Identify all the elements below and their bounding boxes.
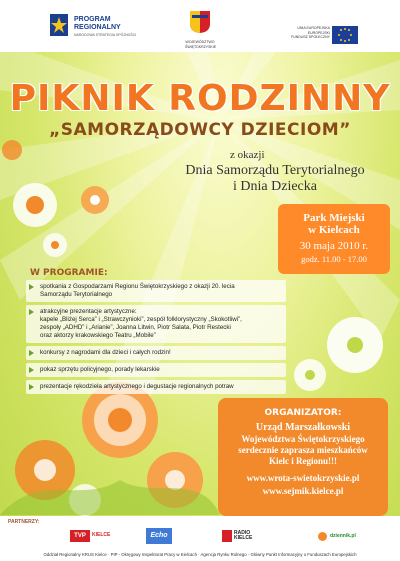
program-item [26, 363, 286, 377]
program-item [26, 305, 286, 343]
echo-mark: Echo [146, 528, 172, 544]
eu-text [284, 26, 330, 40]
program-star-icon [50, 14, 68, 36]
program-item [26, 346, 286, 360]
bullet-arrow-icon [29, 284, 34, 290]
dziennik-logo [318, 528, 372, 544]
tvp-logo [70, 528, 110, 544]
voivodeship-line2: ŚWIĘTOKRZYSKIE [185, 45, 217, 49]
dziennik-dot-icon [318, 532, 327, 541]
tvp-mark: TVP [70, 530, 90, 542]
voivodeship-logo [185, 10, 215, 49]
dziennik-mark: dziennik.pl [330, 533, 356, 539]
program-item [26, 280, 286, 302]
venue-date: 30 maja 2010 r. [299, 240, 369, 252]
organizer-line2: Województwa Świętokrzyskiego [241, 434, 365, 444]
organizer-box [218, 398, 388, 516]
eu-line1: UNIA EUROPEJSKA [297, 26, 330, 30]
program-item-line: pokaz sprzętu policyjnego, porady lekarskie [40, 366, 160, 373]
program-item-line: oraz aktorzy krakowskiego Teatru „Mobile” [40, 332, 156, 339]
program-line2: REGIONALNY [74, 24, 121, 31]
organizer-heading: ORGANIZATOR: [264, 408, 342, 418]
organizer-line3: serdecznie zaprasza mieszkańców [238, 445, 368, 455]
coat-of-arms-icon [189, 10, 211, 34]
radio-kielce-logo [222, 528, 262, 544]
tvp-sub: KIELCE [92, 532, 111, 538]
organizer-url1[interactable]: www.wrota-swietokrzyskie.pl [246, 473, 360, 483]
program-item [26, 380, 286, 394]
bullet-arrow-icon [29, 309, 34, 315]
program-item-line: kapele „Bliżej Serca” i „Strawczynioki”, zespół folklorystyczny „Skokotliwi”, [40, 316, 242, 323]
eu-flag-icon [332, 26, 358, 44]
flower-icon [2, 140, 22, 160]
organizer-url2[interactable]: www.sejmik.kielce.pl [262, 486, 344, 496]
flower-icon [43, 233, 67, 257]
flower-icon [13, 183, 57, 227]
program-line1: PROGRAM [74, 16, 111, 23]
program-item-line: Samorządu Terytorialnego [40, 291, 113, 298]
radio-line2: KIELCE [234, 535, 253, 541]
eu-line2: EUROPEJSKI [307, 30, 330, 35]
radio-icon [222, 530, 232, 542]
bullet-arrow-icon [29, 350, 34, 356]
venue-box [278, 204, 390, 274]
bullet-arrow-icon [29, 367, 34, 373]
venue-hours: godz. 11.00 - 17.00 [301, 254, 367, 264]
program-item-line: konkursy z nagrodami dla dzieci i całych rodzin! [40, 349, 171, 356]
partners-label: PARTNERZY: [8, 519, 40, 525]
echo-logo [146, 528, 172, 544]
page-subtitle: „SAMORZĄDOWCY DZIECIOM” [49, 120, 351, 140]
eu-line3: FUNDUSZ SPOŁECZNY [291, 35, 330, 39]
radio-text [234, 531, 252, 541]
radio-line1: RADIO [234, 530, 251, 536]
occasion-line2: i Dnia Dziecka [233, 179, 317, 194]
voivodeship-line1: WOJEWÓDZTWO [185, 40, 215, 44]
footer-institutions: Oddział Regionalny KRUS Kielce · PIP - Okręgowy Inspektorat Pracy w Kielcach · Agencja Rynku Rolnego · Główny Punkt Informacyjny o Funduszach Europejskich [43, 552, 357, 557]
occasion-intro: z okazji [230, 149, 265, 161]
program-item-line: atrakcyjne prezentacje artystyczne: [40, 308, 137, 315]
logo-bar [0, 0, 400, 52]
program-heading: W PROGRAMIE: [30, 268, 108, 278]
program-line3: NARODOWA STRATEGIA SPÓJNOŚCI [74, 33, 137, 37]
program-item-line: spotkania z Gospodarzami Regionu Świętokrzyskiego z okazji 20. lecia [40, 283, 235, 290]
venue-line1: Park Miejski [303, 212, 365, 224]
program-item-line: prezentacje rękodzieła artystycznego i degustacje regionalnych potraw [40, 383, 234, 390]
flower-icon [294, 359, 326, 391]
venue-line2: w Kielcach [308, 224, 360, 236]
page-title: PIKNIK RODZINNY [9, 78, 391, 119]
bullet-arrow-icon [29, 384, 34, 390]
flower-icon [327, 317, 383, 373]
program-item-line: zespoły „ADHD” i „Arianie”, Joanna Litwin, Piotr Salata, Piotr Restecki [40, 324, 231, 331]
partners-bar [0, 516, 400, 561]
flower-icon [81, 186, 109, 214]
organizer-line4: Kielc i Regionu!!! [269, 456, 337, 466]
organizer-line1: Urząd Marszałkowski [255, 422, 351, 433]
occasion-line1: Dnia Samorządu Terytorialnego [185, 163, 365, 178]
program-list [26, 280, 286, 397]
